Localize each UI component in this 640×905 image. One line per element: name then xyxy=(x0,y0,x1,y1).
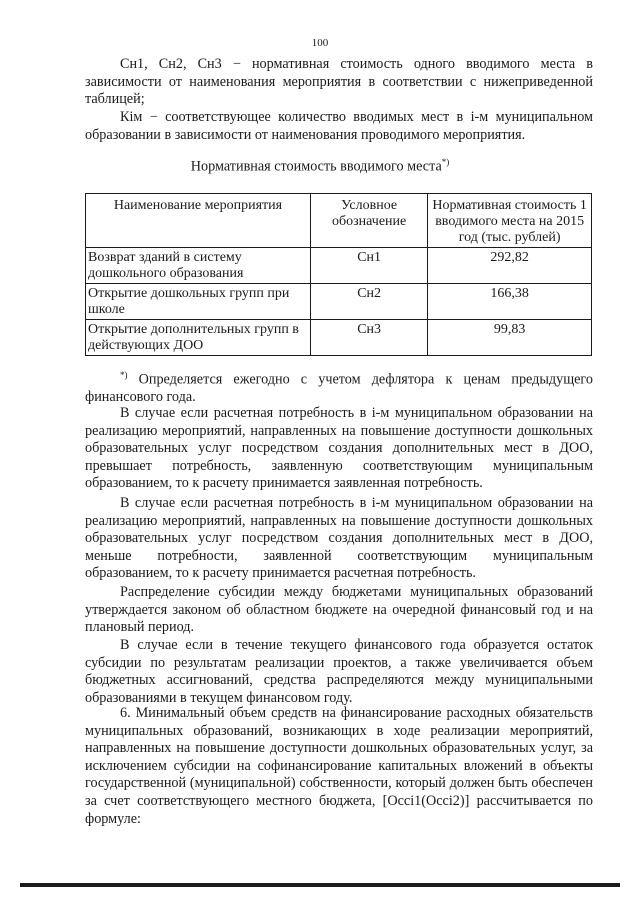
cell-name: Открытие дошкольных групп при школе xyxy=(86,284,311,320)
header-name: Наименование мероприятия xyxy=(86,194,311,248)
definition-sn: Сн1, Сн2, Сн3 − нормативная стоимость одного вводимого места в зависимости от наименования мероприятия в соответствии с нижеприведенной таблицей; xyxy=(85,56,593,108)
page-number: 100 xyxy=(311,37,329,49)
cell-name: Открытие дополнительных групп в действующих ДОО xyxy=(86,320,311,356)
cell-value: 166,38 xyxy=(428,284,592,320)
paragraph-3: Распределение субсидии между бюджетами муниципальных образований утверждается законом об областном бюджете на очередной финансовый год и на плановый период. xyxy=(85,584,593,636)
cost-table xyxy=(85,193,592,356)
paragraph-5: 6. Минимальный объем средств на финансирование расходных обязательств муниципальных образований, возникающих в ходе реализации мероприятий, направленных на повышение доступности дошкольных образовательных услуг, за исключением субсидии на софинансирование капитальных вложений в объекты государственной (муниципальной) собственности, который должен быть обеспечен за счет соответствующего местного бюджета, [Оcci1(Оcci2)] рассчитывается по формуле: xyxy=(85,705,593,827)
table-caption-mark: *) xyxy=(441,157,450,167)
paragraph-2: В случае если расчетная потребность в i-м муниципальном образовании на реализацию мероприятий, направленных на повышение доступности дошкольных образовательных услуг посредством создания дополнительных мест в ДОО, меньше потребности, заявленной соответствующим муниципальным образованием, то к расчету принимается расчетная потребность. xyxy=(85,495,593,582)
cell-name: Возврат зданий в систему дошкольного образования xyxy=(86,248,311,284)
table-row xyxy=(86,320,592,356)
header-value: Нормативная стоимость 1 вводимого места на 2015 год (тыс. рублей) xyxy=(428,194,592,248)
cell-code: Сн1 xyxy=(310,248,427,284)
paragraph-1: В случае если расчетная потребность в i-м муниципальном образовании на реализацию мероприятий, направленных на повышение доступности дошкольных образовательных услуг посредством создания дополнительных мест в ДОО, превышает потребность, заявленную соответствующим муниципальным образованием, то к расчету принимается заявленная потребность. xyxy=(85,405,593,492)
header-code: Условное обозначение xyxy=(310,194,427,248)
footnote xyxy=(85,367,593,407)
definition-kim: Кiм − соответствующее количество вводимых мест в i-м муниципальном образовании в зависимости от наименования проводимого мероприятия. xyxy=(85,109,593,143)
paragraph-4: В случае если в течение текущего финансового года образуется остаток субсидии по результатам реализации проектов, а также увеличивается объем бюджетных ассигнований, средства распределяются между муниципальными образованиями в текущем финансовом году. xyxy=(85,637,593,706)
cell-code: Сн3 xyxy=(310,320,427,356)
footnote-text: Определяется ежегодно с учетом дефлятора к ценам предыдущего финансового года. xyxy=(85,371,593,406)
table-caption xyxy=(0,157,640,176)
table-caption-text: Нормативная стоимость вводимого места xyxy=(190,158,442,175)
bottom-rule xyxy=(20,883,620,887)
cell-value: 99,83 xyxy=(428,320,592,356)
footnote-mark: *) xyxy=(120,370,128,380)
cell-value: 292,82 xyxy=(428,248,592,284)
table-row xyxy=(86,248,592,284)
table-header-row xyxy=(86,194,592,248)
table-row xyxy=(86,284,592,320)
cell-code: Сн2 xyxy=(310,284,427,320)
